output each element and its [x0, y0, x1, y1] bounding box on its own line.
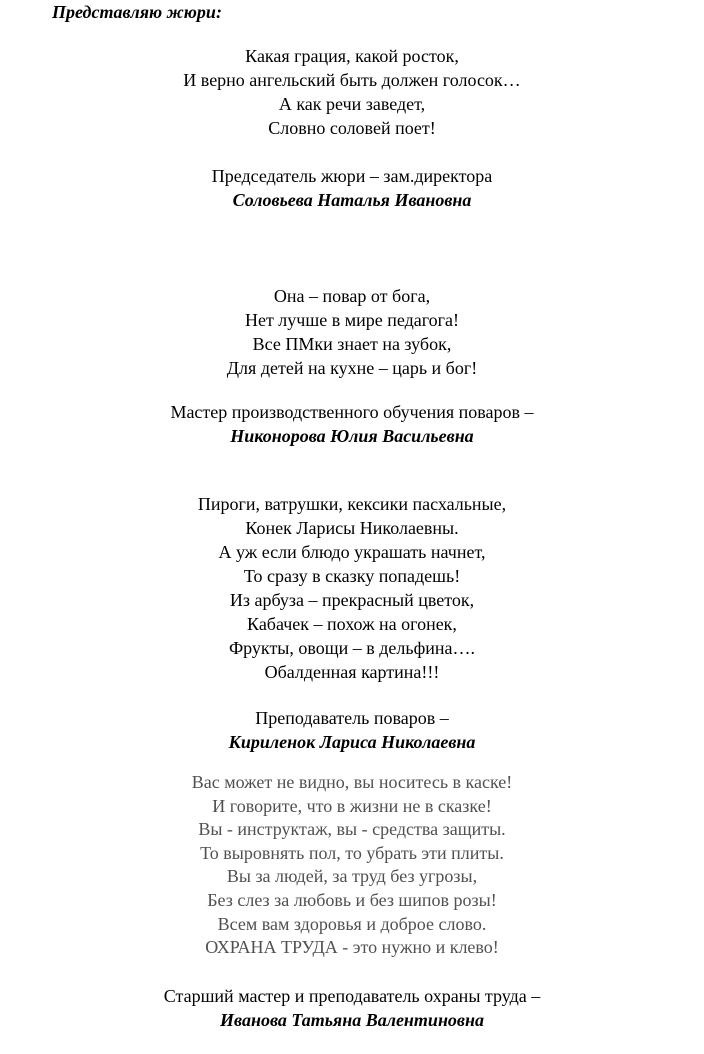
- jury-entry-2: [0, 400, 704, 448]
- poem-line: Для детей на кухне – царь и бог!: [226, 358, 478, 378]
- poem-line: Без слез за любовь и без шипов розы!: [207, 889, 497, 910]
- poem-line: Вы - инструктаж, вы - средства защиты.: [198, 819, 506, 840]
- poem-line: Какая грация, какой росток,: [245, 46, 459, 66]
- jury-entry-3: [0, 706, 704, 754]
- poem-line: И верно ангельский быть должен голосок…: [183, 70, 521, 90]
- poem-line: Фрукты, овощи – в дельфина….: [228, 638, 476, 658]
- poem-line: Обалденная картина!!!: [264, 662, 440, 682]
- poem-2: [0, 284, 704, 380]
- poem-line: Пироги, ватрушки, кексики пасхальные,: [197, 494, 507, 514]
- jury-name: Кириленок Лариса Николаевна: [228, 732, 476, 752]
- poem-4: [0, 771, 704, 960]
- jury-role: Председатель жюри – зам.директора: [211, 166, 493, 186]
- poem-line: Нет лучше в мире педагога!: [244, 310, 460, 330]
- poem-line: Все ПМки знает на зубок,: [252, 334, 452, 354]
- poem-line: А уж если блюдо украшать начнет,: [218, 542, 486, 562]
- poem-line: То выровнять пол, то убрать эти плиты.: [200, 842, 504, 863]
- poem-line: А как речи заведет,: [278, 94, 426, 114]
- jury-name: Соловьева Наталья Ивановна: [232, 190, 472, 210]
- poem-line: Кабачек – похож на огонек,: [247, 614, 457, 634]
- jury-role: Мастер производственного обучения поваров –: [170, 402, 534, 422]
- poem-3: [0, 492, 704, 684]
- poem-line: И говорите, что в жизни не в сказке!: [212, 795, 492, 816]
- poem-1: [0, 44, 704, 140]
- poem-line: Всем вам здоровья и доброе слово.: [217, 913, 487, 934]
- jury-entry-1: [0, 164, 704, 212]
- page-heading: Представляю жюри:: [52, 2, 222, 22]
- poem-line: Словно соловей поет!: [268, 118, 436, 138]
- poem-line: ОХРАНА ТРУДА - это нужно и клево!: [205, 937, 499, 958]
- jury-entry-4: [0, 984, 704, 1032]
- jury-role: Старший мастер и преподаватель охраны труда –: [163, 986, 541, 1006]
- poem-line: Вы за людей, за труд без угрозы,: [226, 866, 478, 887]
- poem-line: Из арбуза – прекрасный цветок,: [229, 590, 475, 610]
- jury-name: Никонорова Юлия Васильевна: [230, 426, 474, 446]
- jury-name: Иванова Татьяна Валентиновна: [220, 1010, 484, 1030]
- poem-line: Конек Ларисы Николаевны.: [245, 518, 459, 538]
- jury-role: Преподаватель поваров –: [255, 708, 449, 728]
- poem-line: Вас может не видно, вы носитесь в каске!: [191, 772, 513, 792]
- poem-line: Она – повар от бога,: [273, 286, 431, 306]
- poem-line: То сразу в сказку попадешь!: [243, 566, 461, 586]
